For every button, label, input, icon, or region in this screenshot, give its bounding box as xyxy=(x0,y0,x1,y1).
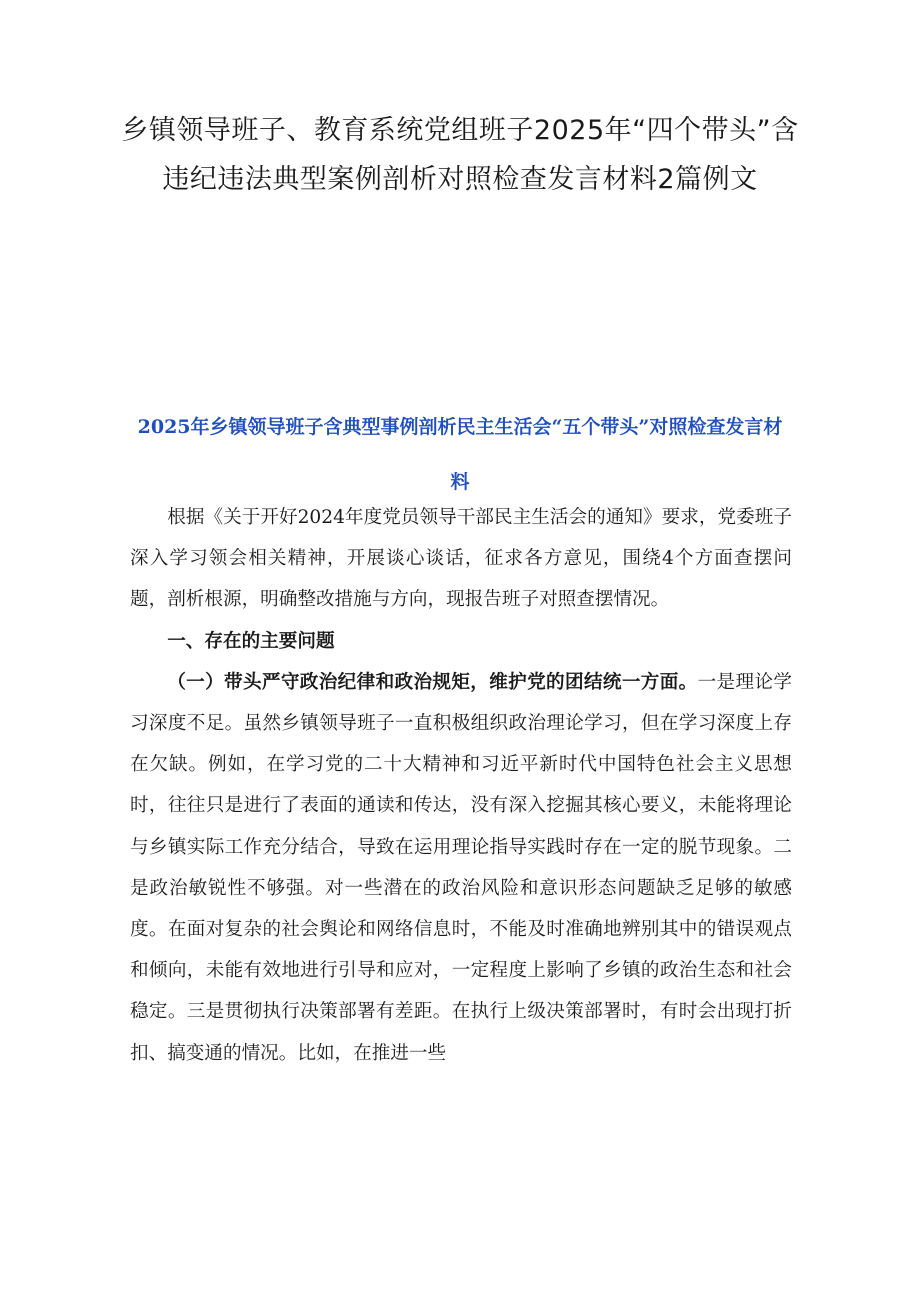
section-heading: 一、存在的主要问题 xyxy=(167,630,335,652)
subsection-heading: （一）带头严守政治纪律和政治规矩，维护党的团结统一方面。 xyxy=(167,671,698,693)
subsection-body: 一是理论学习深度不足。虽然乡镇领导班子一直积极组织政治理论学习，但在学习深度上存在欠缺。例如，在学习党的二十大精神和习近平新时代中国特色社会主义思想时，往往只是进行了表面的通读和传达，没有深入挖掘其核心要义，未能将理论与乡镇实际工作充分结合，导致在运用理论指导实践时存在一定的脱节现象。二是政治敏锐性不够强。对一些潜在的政治风险和意识形态问题缺乏足够的敏感度。在面对复杂的社会舆论和网络信息时，不能及时准确地辨别其中的错误观点和倾向，未能有效地进行引导和应对，一定程度上影响了乡镇的政治生态和社会稳定。三是贯彻执行决策部署有差距。在执行上级决策部署时，有时会出现打折扣、搞变通的情况。比如，在推进一些 xyxy=(130,671,792,1064)
document-title: 乡镇领导班子、教育系统党组班子2025年“四个带头”含违纪违法典型案例剖析对照检查发言材料2篇例文 xyxy=(121,115,799,195)
document-subtitle: 2025年乡镇领导班子含典型事例剖析民主生活会“五个带头”对照检查发言材料 xyxy=(137,416,783,493)
subsection-paragraph xyxy=(130,662,792,1074)
document-body xyxy=(130,497,792,1074)
intro-paragraph: 根据《关于开好2024年度党员领导干部民主生活会的通知》要求，党委班子深入学习领会相关精神，开展谈心谈话，征求各方意见，围绕4个方面查摆问题，剖析根源，明确整改措施与方向，现报告班子对照查摆情况。 xyxy=(130,507,792,611)
